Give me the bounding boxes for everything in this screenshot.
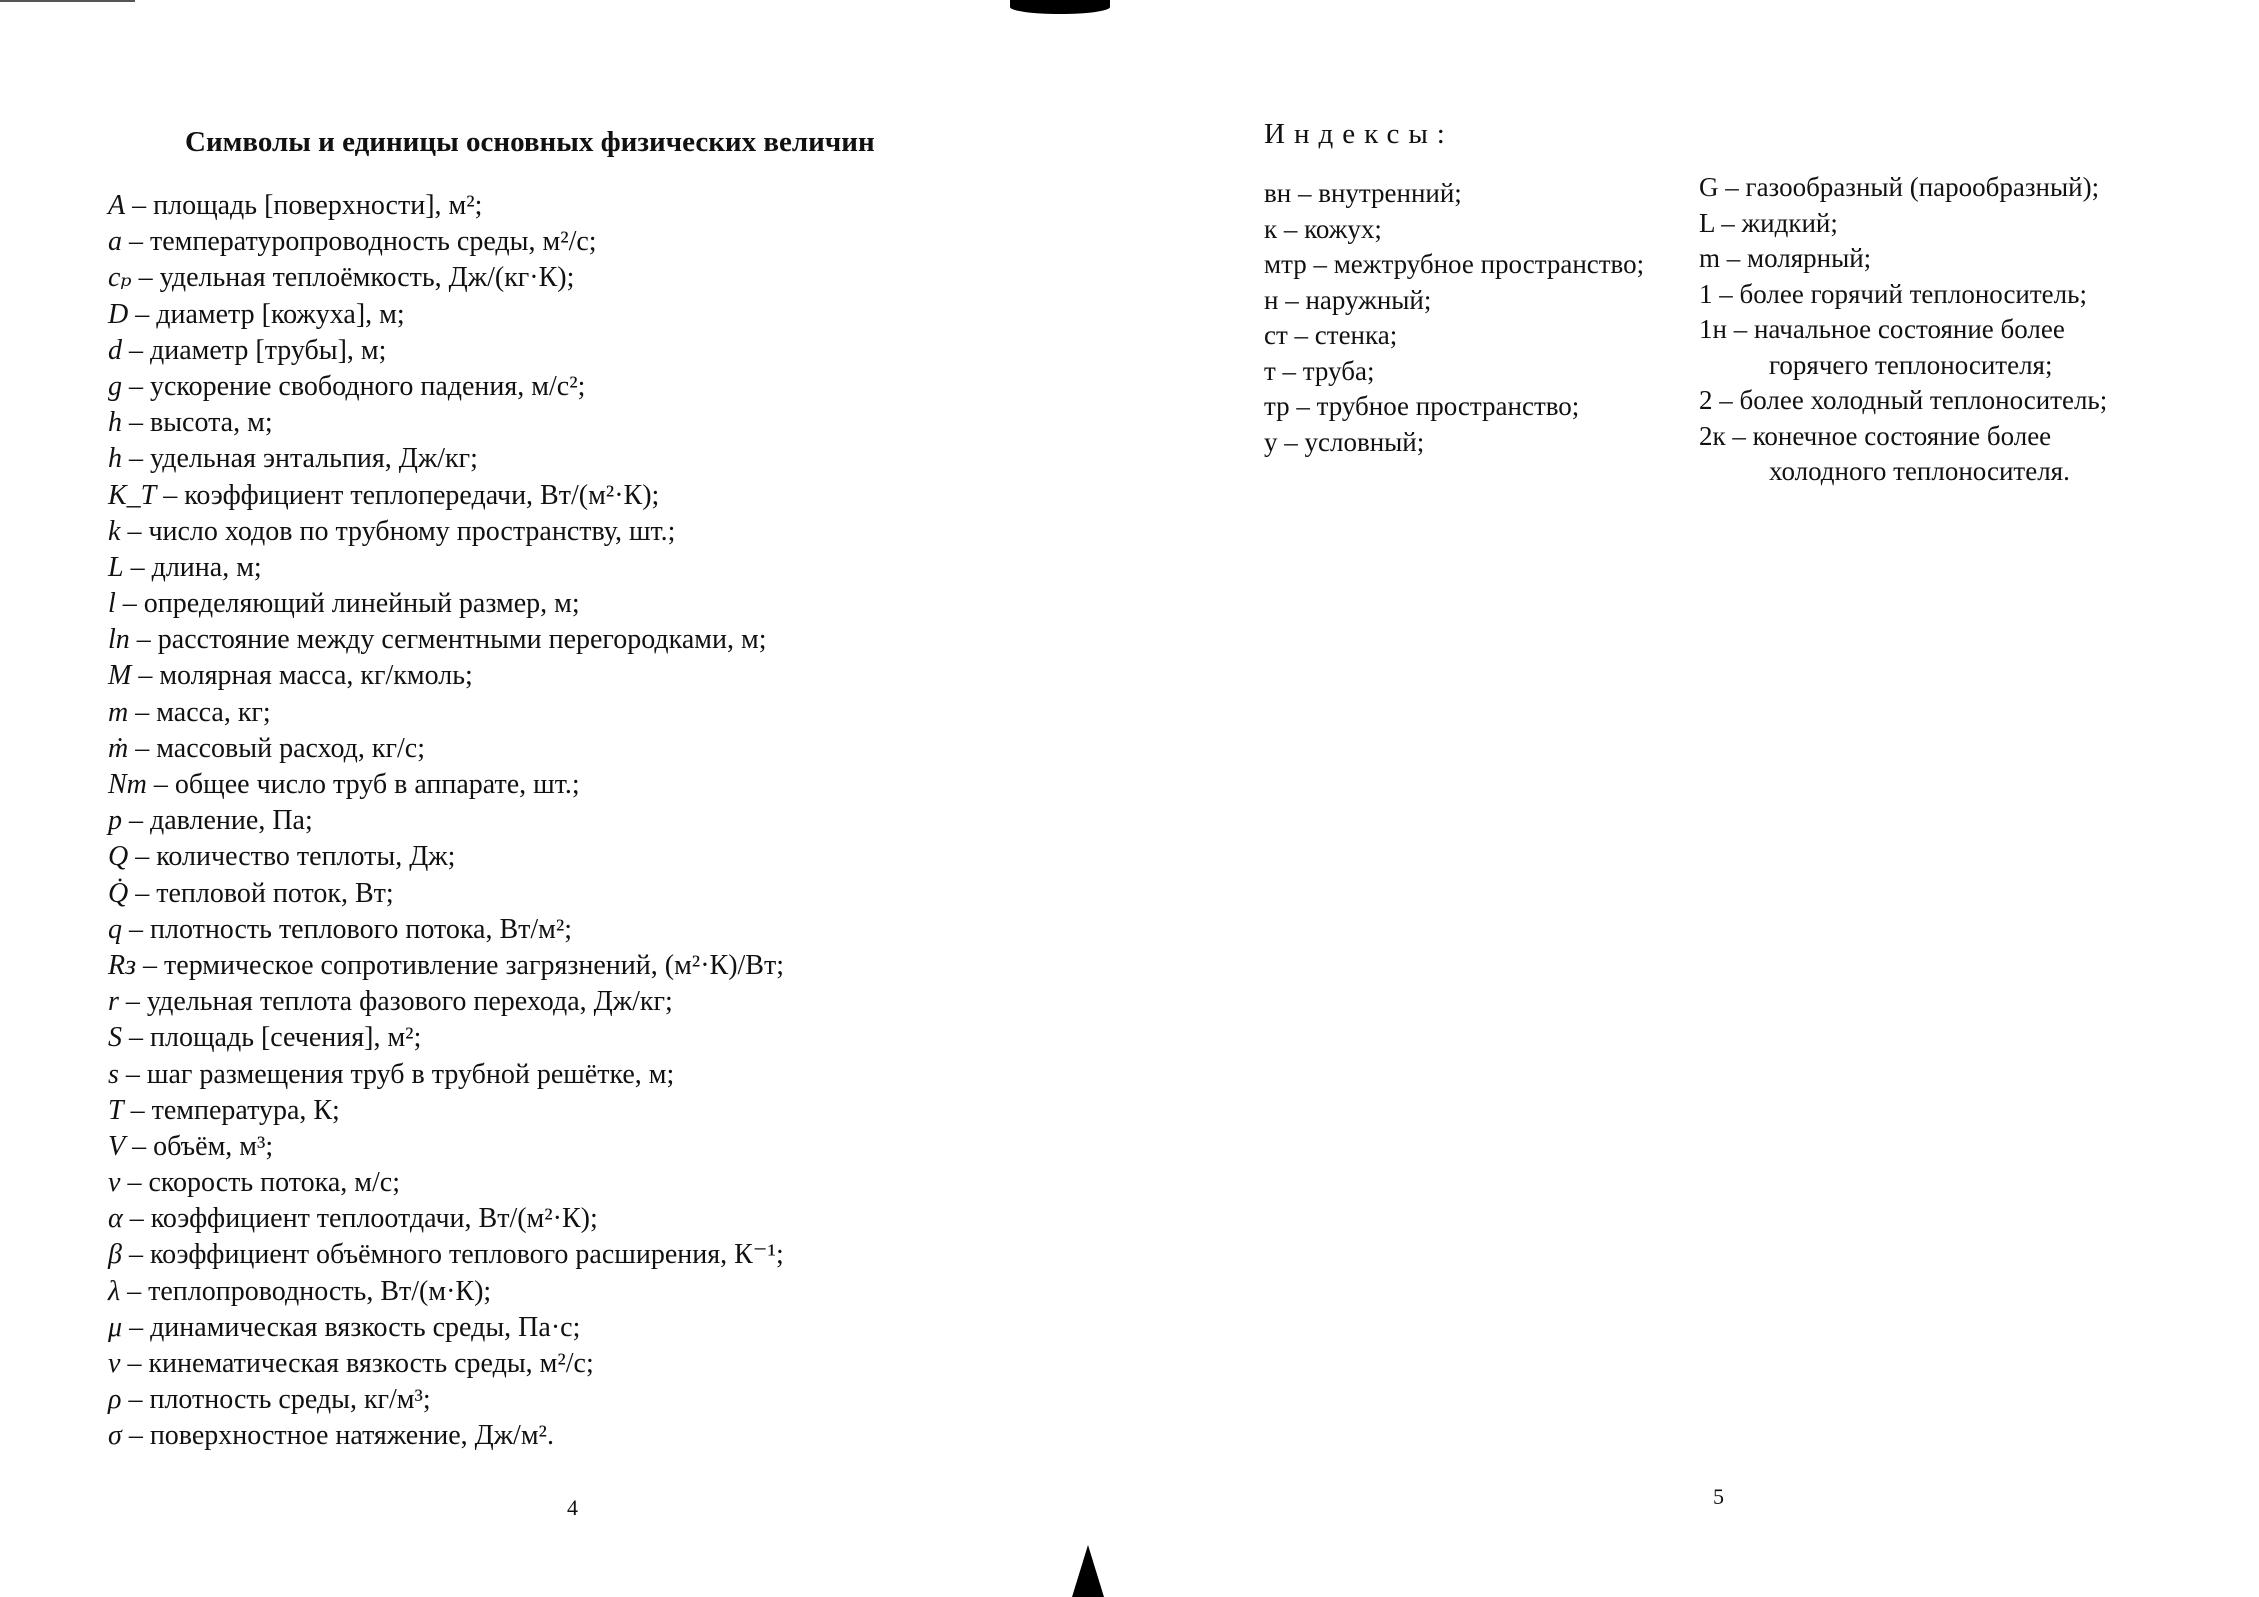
index-entry: мтр – межтрубное пространство; [1264, 249, 1645, 279]
symbol-letter: s [108, 1058, 119, 1090]
symbol-description: – диаметр [трубы], м; [122, 334, 387, 366]
indices-title: Индексы: [1264, 118, 1454, 150]
page-number-left: 4 [567, 1495, 578, 1520]
symbol-letter: v [108, 1167, 121, 1199]
symbol-letter: μ [108, 1311, 123, 1343]
symbol-letter: Q̇ [108, 877, 129, 909]
symbol-description: – молярная масса, кг/кмоль; [131, 660, 473, 692]
symbol-entry [108, 224, 784, 260]
index-entry: 2 – более холодный теплоноситель; [1699, 385, 2108, 415]
index-entry: L – жидкий; [1699, 207, 1838, 238]
symbol-description: – количество теплоты, Дж; [128, 841, 456, 873]
symbol-letter: p [108, 805, 122, 837]
index-entry: тр – трубное пространство; [1264, 391, 1580, 421]
left-page [0, 0, 1129, 1597]
symbol-letter: T [108, 1094, 124, 1126]
symbol-letter: Nт [108, 769, 147, 800]
symbol-letter: ṁ [108, 732, 129, 764]
symbol-entry [108, 514, 784, 550]
symbol-letter: λ [108, 1275, 121, 1307]
symbol-entry [108, 695, 784, 731]
symbol-description: – коэффициент теплопередачи, Вт/(м²·К); [156, 479, 660, 511]
symbol-entry [108, 550, 784, 586]
symbol-entry [108, 1346, 784, 1382]
symbol-description: – диаметр [кожуха], м; [128, 298, 405, 330]
symbol-entry [108, 1382, 784, 1418]
symbol-description: – длина, м; [123, 551, 262, 583]
symbol-entry [108, 948, 784, 984]
symbol-description: – определяющий линейный размер, м; [115, 588, 580, 620]
symbol-description: – ускорение свободного падения, м/с²; [122, 370, 586, 402]
page-number-right: 5 [1713, 1484, 1724, 1509]
symbol-letter: q [108, 913, 122, 945]
symbol-letter: Rз [108, 949, 137, 981]
symbol-description: – удельная теплота фазового перехода, Дж/кг; [118, 986, 673, 1018]
symbol-description: – теплопроводность, Вт/(м·К); [120, 1275, 492, 1307]
symbol-letter: g [108, 370, 122, 402]
symbol-description: – удельная теплоёмкость, Дж/(кг·К); [131, 262, 575, 294]
symbol-entry [108, 369, 784, 405]
symbol-entry [108, 622, 784, 658]
symbol-description: – высота, м; [122, 407, 273, 439]
symbol-letter: k [108, 515, 121, 547]
symbol-description: – поверхностное натяжение, Дж/м². [121, 1420, 554, 1452]
symbol-entry [108, 1165, 784, 1201]
index-entry: холодного теплоносителя. [1769, 456, 2070, 486]
symbol-entry [108, 441, 784, 477]
symbol-description: – динамическая вязкость среды, Па·с; [122, 1311, 581, 1343]
symbol-entry [108, 1093, 784, 1129]
symbol-entry [108, 912, 784, 948]
index-entry: 2к – конечное состояние более [1699, 420, 2052, 451]
symbol-entry [108, 478, 784, 514]
symbol-letter: α [108, 1203, 123, 1235]
symbol-description: – площадь [поверхности], м²; [125, 190, 483, 221]
symbol-entry [108, 1201, 784, 1237]
symbol-description: – кинематическая вязкость среды, м²/с; [120, 1348, 594, 1379]
symbol-letter: h [108, 443, 122, 475]
symbol-description: – расстояние между сегментными перегородками, м; [129, 624, 767, 656]
indices-column-1 [1264, 176, 1644, 460]
symbol-description: – площадь [сечения], м²; [122, 1022, 422, 1054]
symbol-description: – плотность среды, кг/м³; [121, 1384, 431, 1416]
index-entry: 1н – начальное состояние более [1699, 314, 2065, 344]
symbol-letter: ν [108, 1348, 121, 1379]
index-entry: н – наружный; [1264, 284, 1432, 315]
index-entry: к – кожух; [1264, 213, 1382, 244]
symbol-letter: Q [108, 841, 129, 873]
symbol-entry [108, 1310, 784, 1346]
index-entry: горячего теплоносителя; [1769, 349, 2053, 380]
symbol-letter: M [108, 660, 132, 692]
symbol-description: – удельная энтальпия, Дж/кг; [122, 443, 478, 475]
symbol-entry [108, 333, 784, 369]
symbol-letter: h [108, 407, 122, 439]
right-page [1129, 0, 2259, 1597]
index-entry: G – газообразный (парообразный); [1699, 172, 2100, 202]
symbol-letter: σ [108, 1420, 122, 1452]
symbol-description: – коэффициент объёмного теплового расширения, К⁻¹; [121, 1239, 784, 1271]
symbols-list [108, 188, 784, 1455]
symbol-letter: cₚ [108, 262, 132, 294]
symbol-entry [108, 984, 784, 1020]
index-entry: т – труба; [1264, 355, 1375, 386]
symbol-letter: D [108, 298, 129, 330]
symbol-description: – коэффициент теплоотдачи, Вт/(м²·К); [122, 1203, 598, 1235]
symbol-entry [108, 658, 784, 694]
symbol-letter: m [108, 696, 129, 728]
symbol-description: – плотность теплового потока, Вт/м²; [122, 913, 573, 945]
symbol-entry [108, 405, 784, 441]
symbol-letter: S [108, 1022, 122, 1054]
symbol-description: – давление, Па; [122, 805, 313, 837]
symbol-letter: ρ [108, 1384, 122, 1416]
symbol-entry [108, 1237, 784, 1273]
symbol-entry [108, 1057, 784, 1093]
index-entry: вн – внутренний; [1264, 178, 1462, 208]
symbol-letter: V [108, 1130, 126, 1162]
symbol-letter: β [108, 1239, 122, 1271]
index-entry: 1 – более горячий теплоноситель; [1699, 278, 2087, 309]
indices-column-2 [1699, 170, 2107, 490]
symbol-letter: A [108, 190, 126, 221]
symbol-letter: r [108, 986, 119, 1018]
symbol-entry [108, 1020, 784, 1056]
symbol-description: – число ходов по трубному пространству, шт.; [120, 515, 676, 547]
symbol-entry [108, 876, 784, 912]
symbol-description: – термическое сопротивление загрязнений, (м²·К)/Вт; [136, 949, 784, 981]
symbol-description: – температура, К; [123, 1094, 340, 1126]
symbol-description: – скорость потока, м/с; [120, 1167, 400, 1199]
symbol-letter: lп [108, 624, 130, 656]
symbol-description: – температуропроводность среды, м²/с; [122, 226, 597, 258]
symbol-entry [108, 1129, 784, 1165]
symbol-entry [108, 1274, 784, 1310]
symbol-letter: l [108, 588, 116, 620]
symbol-description: – объём, м³; [125, 1130, 274, 1162]
index-entry: m – молярный; [1699, 243, 1872, 273]
symbol-letter: L [108, 551, 124, 583]
symbol-entry [108, 188, 784, 224]
symbol-letter: d [108, 334, 122, 366]
symbol-description: – шаг размещения труб в трубной решётке, м; [118, 1058, 675, 1090]
symbol-entry [108, 260, 784, 296]
index-entry: ст – стенка; [1264, 320, 1398, 350]
symbol-letter: a [108, 226, 122, 258]
symbol-entry [108, 731, 784, 767]
symbol-entry [108, 839, 784, 875]
symbol-entry [108, 803, 784, 839]
page-title: Символы и единицы основных физических величин [185, 126, 875, 158]
symbol-description: – массовый расход, кг/с; [128, 732, 425, 764]
index-entry: у – условный; [1264, 426, 1425, 457]
symbol-description: – тепловой поток, Вт; [128, 877, 394, 909]
symbol-letter: K_T [108, 479, 157, 511]
symbol-entry [108, 767, 784, 803]
symbol-description: – общее число труб в аппарате, шт.; [146, 769, 580, 800]
symbol-entry [108, 586, 784, 622]
symbol-entry [108, 297, 784, 333]
symbol-entry [108, 1418, 784, 1454]
symbol-description: – масса, кг; [128, 696, 271, 728]
